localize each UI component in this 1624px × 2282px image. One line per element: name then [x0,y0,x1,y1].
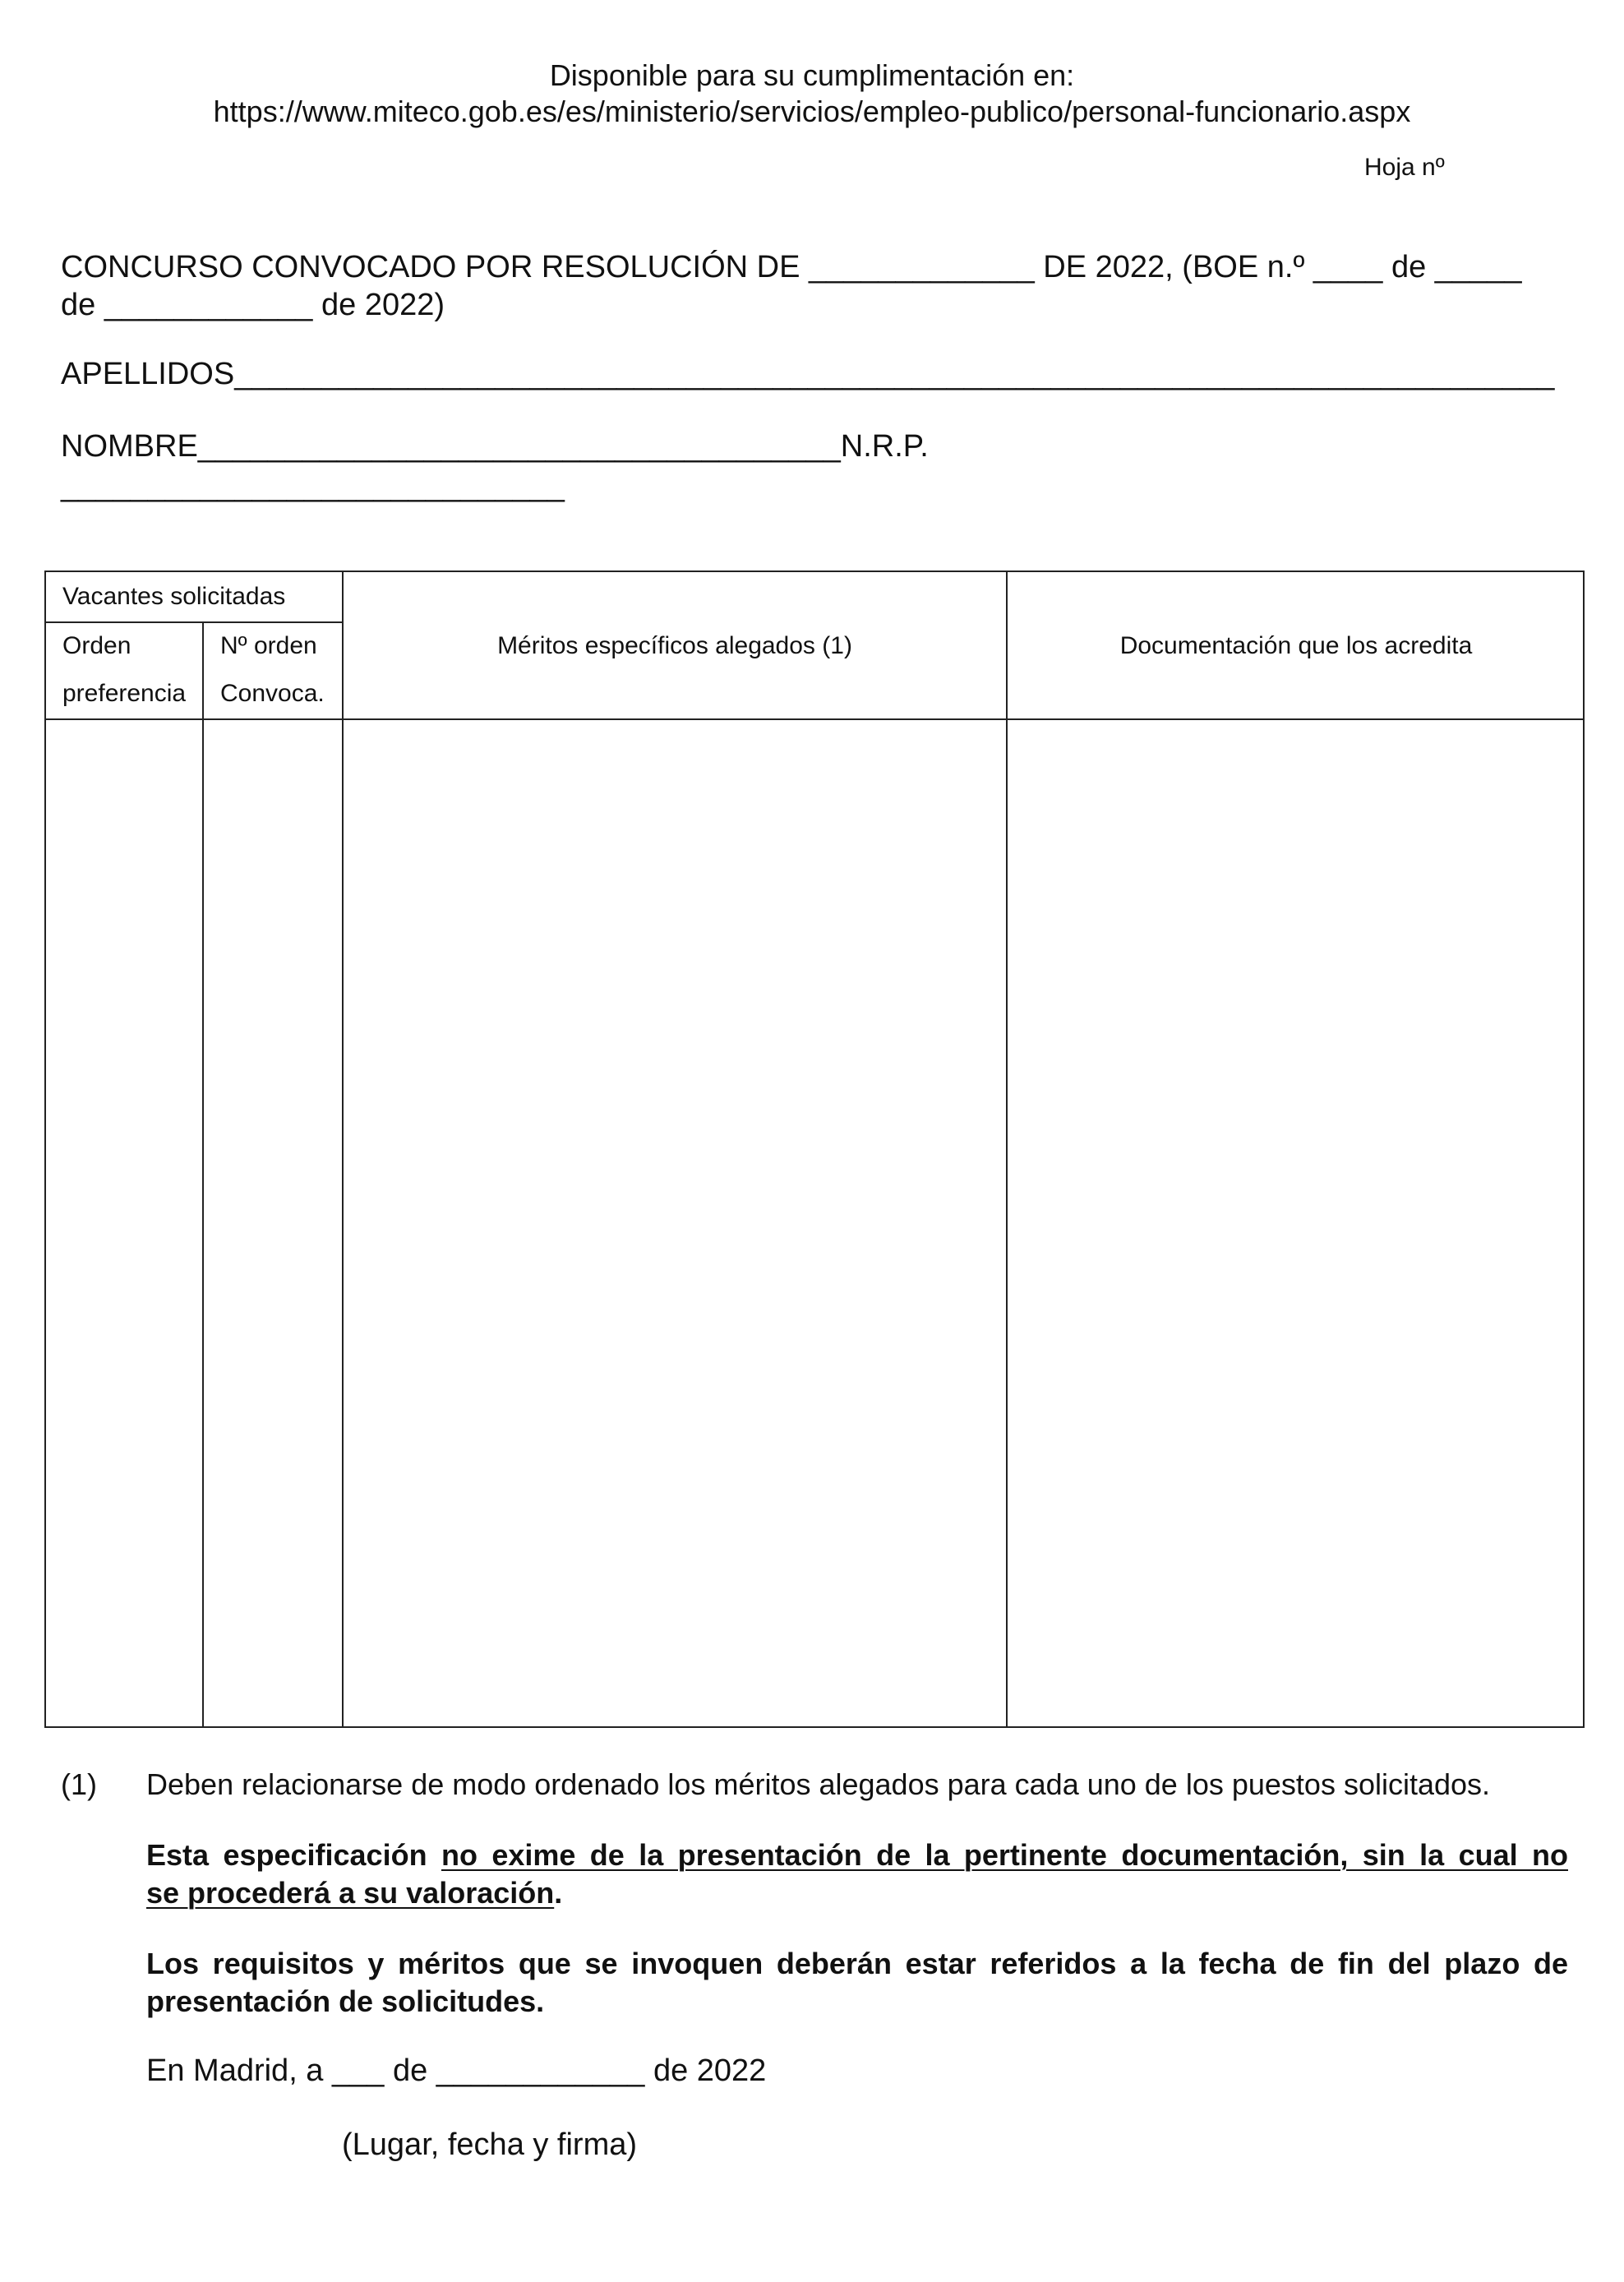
num-orden-cell[interactable] [204,720,342,1728]
merits-table [44,570,1585,1728]
orden-header-line2: preferencia [62,680,187,707]
apellidos-blank[interactable]: ____________________________________________________________________________ [234,357,1555,391]
requisitos-line-1: Los requisitos y méritos que se invoquen deberán estar referidos a la fecha de fin del plazo de [146,1947,1568,1980]
specification-period: . [554,1876,563,1910]
meritos-header: Méritos específicos alegados (1) [497,632,852,659]
specification-prefix: Esta especificación [146,1838,441,1872]
footnote-text: Deben relacionarse de modo ordenado los méritos alegados para cada uno de los puestos solicitados. [146,1767,1491,1801]
orden-cell[interactable] [46,720,202,1728]
availability-text: Disponible para su cumplimentación en: [549,58,1075,92]
num-orden-header-line1: Nº orden [220,632,317,659]
nombre-blank[interactable]: _____________________________________ [197,429,841,464]
apellidos-field[interactable] [61,355,1554,393]
concurso-line-2: de ____________ de 2022) [61,288,445,322]
specification-line-2 [146,1874,562,1912]
nrp-label: N.R.P. [840,429,929,464]
meritos-cell[interactable] [344,720,1006,1728]
nombre-field[interactable] [61,427,929,465]
specification-line-1 [146,1836,1568,1874]
nombre-label: NOMBRE [61,429,198,464]
requisitos-line-2: presentación de solicitudes. [146,1984,545,2018]
vacantes-group-header: Vacantes solicitadas [62,583,286,610]
sheet-number-label: Hoja nº [1364,154,1445,181]
documentacion-cell[interactable] [1008,720,1585,1728]
orden-header-line1: Orden [62,632,131,659]
documentacion-header: Documentación que los acredita [1119,632,1473,659]
place-date-line[interactable]: En Madrid, a ___ de ____________ de 2022 [146,2053,767,2088]
num-orden-header-line2: Convoca. [220,680,325,707]
apellidos-label: APELLIDOS [61,357,235,391]
specification-underlined-1: no exime de la presentación de la pertinente documentación, sin la cual no [441,1838,1568,1872]
concurso-line-1: CONCURSO CONVOCADO POR RESOLUCIÓN DE _____________ DE 2022, (BOE n.º ____ de _____ [61,250,1522,284]
nrp-blank[interactable]: _____________________________ [61,469,565,503]
form-url[interactable]: https://www.miteco.gob.es/es/ministerio/servicios/empleo-publico/personal-funcionario.aspx [213,95,1411,128]
specification-underlined-2: se procederá a su valoración [146,1876,555,1910]
footnote-marker: (1) [61,1767,97,1801]
table-divider [46,621,342,623]
signature-note: (Lugar, fecha y firma) [342,2127,638,2162]
